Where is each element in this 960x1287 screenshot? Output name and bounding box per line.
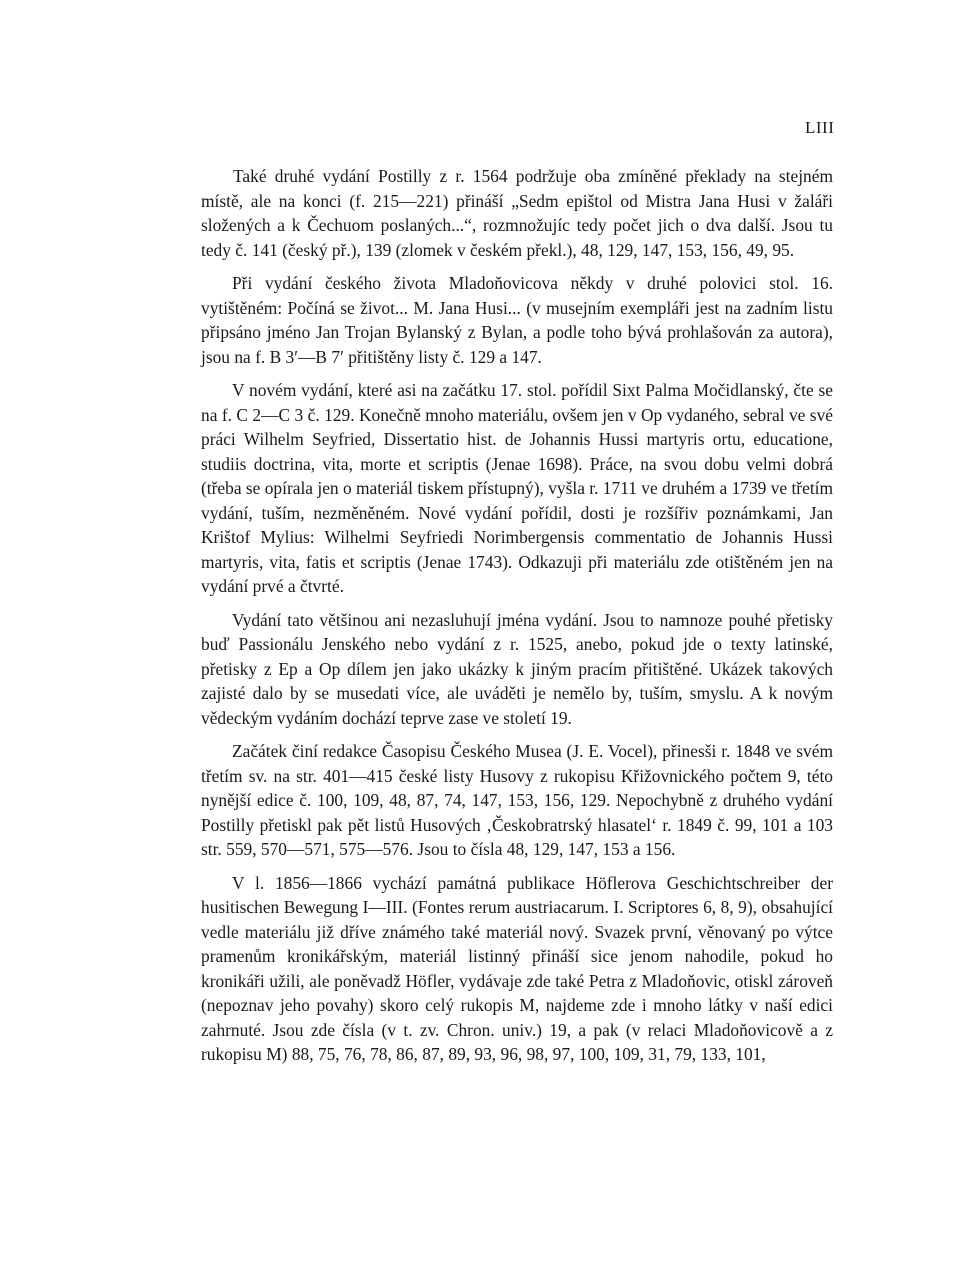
paragraph-1: Také druhé vydání Postilly z r. 1564 podržuje oba zmíněné překlady na stejném místě, ale na konci (f. 215—221) přináší „Sedm epištol od Mistra Jana Husi v žaláři složených a k Čechuom poslaných...“, rozmnožujíc tedy počet jich o dva další. Jsou tu tedy č. 141 (český př.), 139 (zlomek v českém překl.), 48, 129, 147, 153, 156, 49, 95. [201,166,833,260]
paragraph-4: Vydání tato většinou ani nezasluhují jména vydání. Jsou to namnoze pouhé přetisky buď Passionálu Jenského nebo vydání z r. 1525, anebo, pokud jde o texty latinské, přetisky z Ep a Op dílem jen jako ukázky k jiným pracím přitištěné. Ukázek takových zajisté dalo by se musedati více, ale uváděti je nemělo by, tuším, smyslu. A k novým vědeckým vydáním dochází teprve zase ve století 19. [201,609,833,728]
paragraph-5: Začátek činí redakce Časopisu Českého Musea (J. E. Vocel), přinesši r. 1848 ve svém třetím sv. na str. 401—415 české listy Husovy z rukopisu Křižovnického počtem 9, této nynější edice č. 100, 109, 48, 87, 74, 147, 153, 156, 129. Nepochybně z druhého vydání Postilly přetiskl pak pět listů Husových ‚Českobratrský hlasatel‘ r. 1849 č. 99, 101 a 103 str. 559, 570—571, 575—576. Jsou to čísla 48, 129, 147, 153 a 156. [201,741,833,859]
paragraph-2: Při vydání českého života Mladoňovicova někdy v druhé polovici stol. 16. vytištěném: Počíná se život... M. Jana Husi... (v musejním exempláři jest na zadním listu připsáno jméno Jan Trojan Bylanský z Bylan, a podle toho bývá prohlašován za autora), jsou na f. B 3′—B 7′ přitištěny listy č. 129 a 147. [201,273,833,367]
paragraph-3: V novém vydání, které asi na začátku 17. stol. pořídil Sixt Palma Močidlanský, čte se na f. C 2—C 3 č. 129. Konečně mnoho materiálu, ovšem jen v Op vydaného, sebral ve své práci Wilhelm Seyfried, Dissertatio hist. de Johannis Hussi martyris ortu, educatione, studiis doctrina, vita, morte et scriptis (Jenae 1698). Práce, na svou dobu velmi dobrá (třeba se opírala jen o materiál tiskem přístupný), vyšla r. 1711 ve druhém a 1739 ve třetím vydání, tuším, nezměněném. Nové vydání pořídil, dosti je rozšířiv poznámkami, Jan Krištof Mylius: Wilhelmi Seyfriedi Norimbergensis commentatio de Johannis Hussi martyris, vita, fatis et scriptis (Jenae 1743). Odkazuji při materiálu zde otištěném jen na vydání prvé a čtvrté. [201,380,834,596]
paragraph-6: V l. 1856—1866 vychází památná publikace Höflerova Geschichtschreiber der husitischen Bewegung I—III. (Fontes rerum austriacarum. I. Scriptores 6, 8, 9), obsahující vedle materiálu již dříve známého také materiál nový. Svazek první, věnovaný po výtce pramenům kronikářským, materiál listinný přináší sice jenom nahodile, pokud ho kronikáři užili, ale poněvadž Höfler, vydávaje zde také Petra z Mladoňovic, otiskl zároveň (nepoznav jeho povahy) skoro celý rukopis M, najdeme zde i mnoho látky v naší edici zahrnuté. Jsou zde čísla (v t. zv. Chron. univ.) 19, a pak (v relaci Mladoňovicově a z rukopisu M) 88, 75, 76, 78, 86, 87, 89, 93, 96, 98, 97, 100, 109, 31, 79, 133, 101, [201,872,833,1064]
body-text [201,164,833,1076]
page-number: LIII [805,118,835,137]
